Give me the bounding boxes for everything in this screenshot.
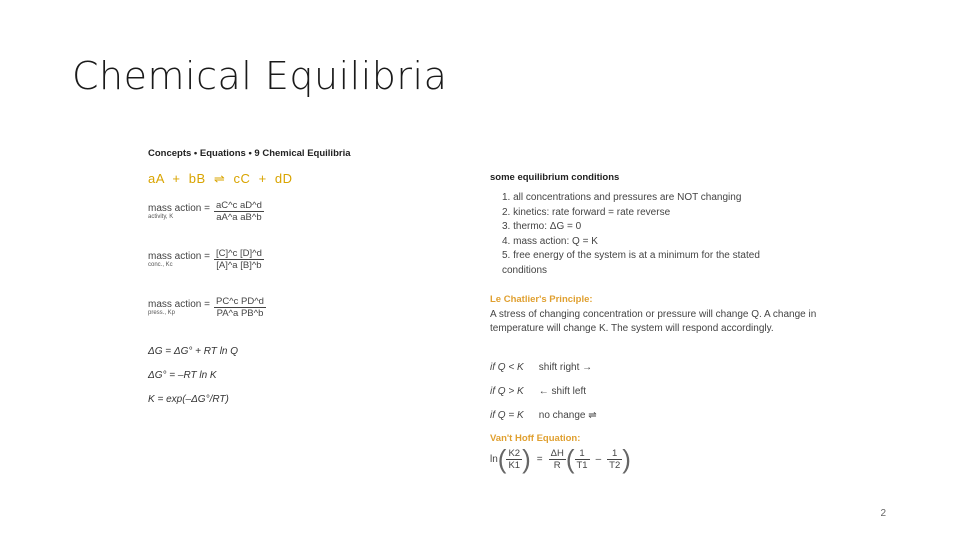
shift-rule: [490, 386, 586, 397]
minus-sign: –: [595, 453, 602, 465]
condition-item: 5. free energy of the system is at a minimum for the stated: [502, 250, 760, 261]
fraction-denominator: K1: [508, 459, 521, 471]
fraction-denominator: PA^a PB^b: [216, 308, 264, 319]
condition-item: 2. kinetics: rate forward = rate reverse: [502, 206, 671, 218]
condition-item: 4. mass action: Q = K: [502, 235, 598, 247]
ln-symbol: ln: [490, 453, 498, 465]
fraction-denominator: R: [553, 459, 561, 471]
mass-action-sub: press., Kp: [148, 310, 176, 316]
mass-action-pressure: [148, 296, 266, 319]
rule-result: ← shift left: [538, 386, 587, 397]
condition-item-continued: conditions: [502, 264, 548, 276]
fraction-numerator: [C]^c [D]^d: [215, 248, 262, 259]
condition-item: 3. thermo: ΔG = 0: [502, 221, 582, 232]
rule-result: shift right →: [538, 362, 593, 373]
paren-close: ): [622, 444, 631, 474]
le-chatelier-body: A stress of changing concentration or pressure will change Q. A change in temperature will change K. The system will respond accordingly.: [490, 309, 817, 334]
mass-action-label: mass action =: [148, 251, 210, 262]
fraction-denominator: T2: [609, 459, 621, 471]
conditions-header: some equilibrium conditions: [490, 172, 620, 183]
rule-condition: if Q = K: [490, 410, 524, 421]
fraction-numerator: 1: [607, 448, 622, 460]
fraction-numerator: 1: [575, 448, 590, 460]
slide-number: 2: [880, 508, 886, 519]
rule-result: no change ⇌: [538, 410, 597, 421]
fraction-denominator: aA^a aB^b: [216, 212, 262, 223]
fraction-numerator: aC^c aD^d: [215, 200, 262, 211]
condition-item: 1. all concentrations and pressures are NOT changing: [502, 192, 742, 203]
fraction-numerator: PC^c PD^d: [215, 296, 264, 307]
paren-close: ): [522, 444, 531, 474]
fraction-numerator: K2: [508, 447, 521, 459]
fraction-denominator: [A]^a [B]^b: [216, 260, 262, 271]
mass-action-label: mass action =: [148, 203, 210, 214]
conditions-list: [490, 191, 820, 278]
le-chatelier-title: Le Chatlier's Principle:: [490, 294, 593, 305]
thermo-equation-3: K = exp(–ΔG°/RT): [148, 394, 229, 405]
paren-open: (: [565, 444, 575, 474]
fraction-numerator: ΔH: [550, 447, 564, 459]
vant-hoff-equation: [490, 446, 631, 472]
rule-condition: if Q > K: [490, 386, 524, 397]
vant-hoff-title: Van't Hoff Equation:: [490, 433, 581, 444]
mass-action-concentration: [148, 248, 264, 271]
concepts-header: Concepts • Equations • 9 Chemical Equilibria: [148, 148, 351, 159]
shift-rule: [490, 410, 597, 421]
thermo-equation-2: ΔG° = –RT ln K: [148, 370, 217, 381]
mass-action-activity: [148, 200, 264, 223]
mass-action-sub: conc., Kc: [148, 262, 173, 268]
mass-action-label: mass action =: [148, 299, 210, 310]
mass-action-sub: activity, K: [148, 214, 174, 220]
slide-title: Chemical Equilibria: [72, 54, 448, 98]
rule-condition: if Q < K: [490, 362, 524, 373]
paren-open: (: [497, 444, 507, 474]
thermo-equation-1: ΔG = ΔG° + RT ln Q: [148, 346, 239, 357]
equals-sign: =: [536, 453, 543, 465]
fraction-denominator: T1: [576, 459, 588, 471]
reaction-equation: aA + bB ⇌ cC + dD: [148, 171, 293, 186]
shift-rule: [490, 362, 592, 373]
